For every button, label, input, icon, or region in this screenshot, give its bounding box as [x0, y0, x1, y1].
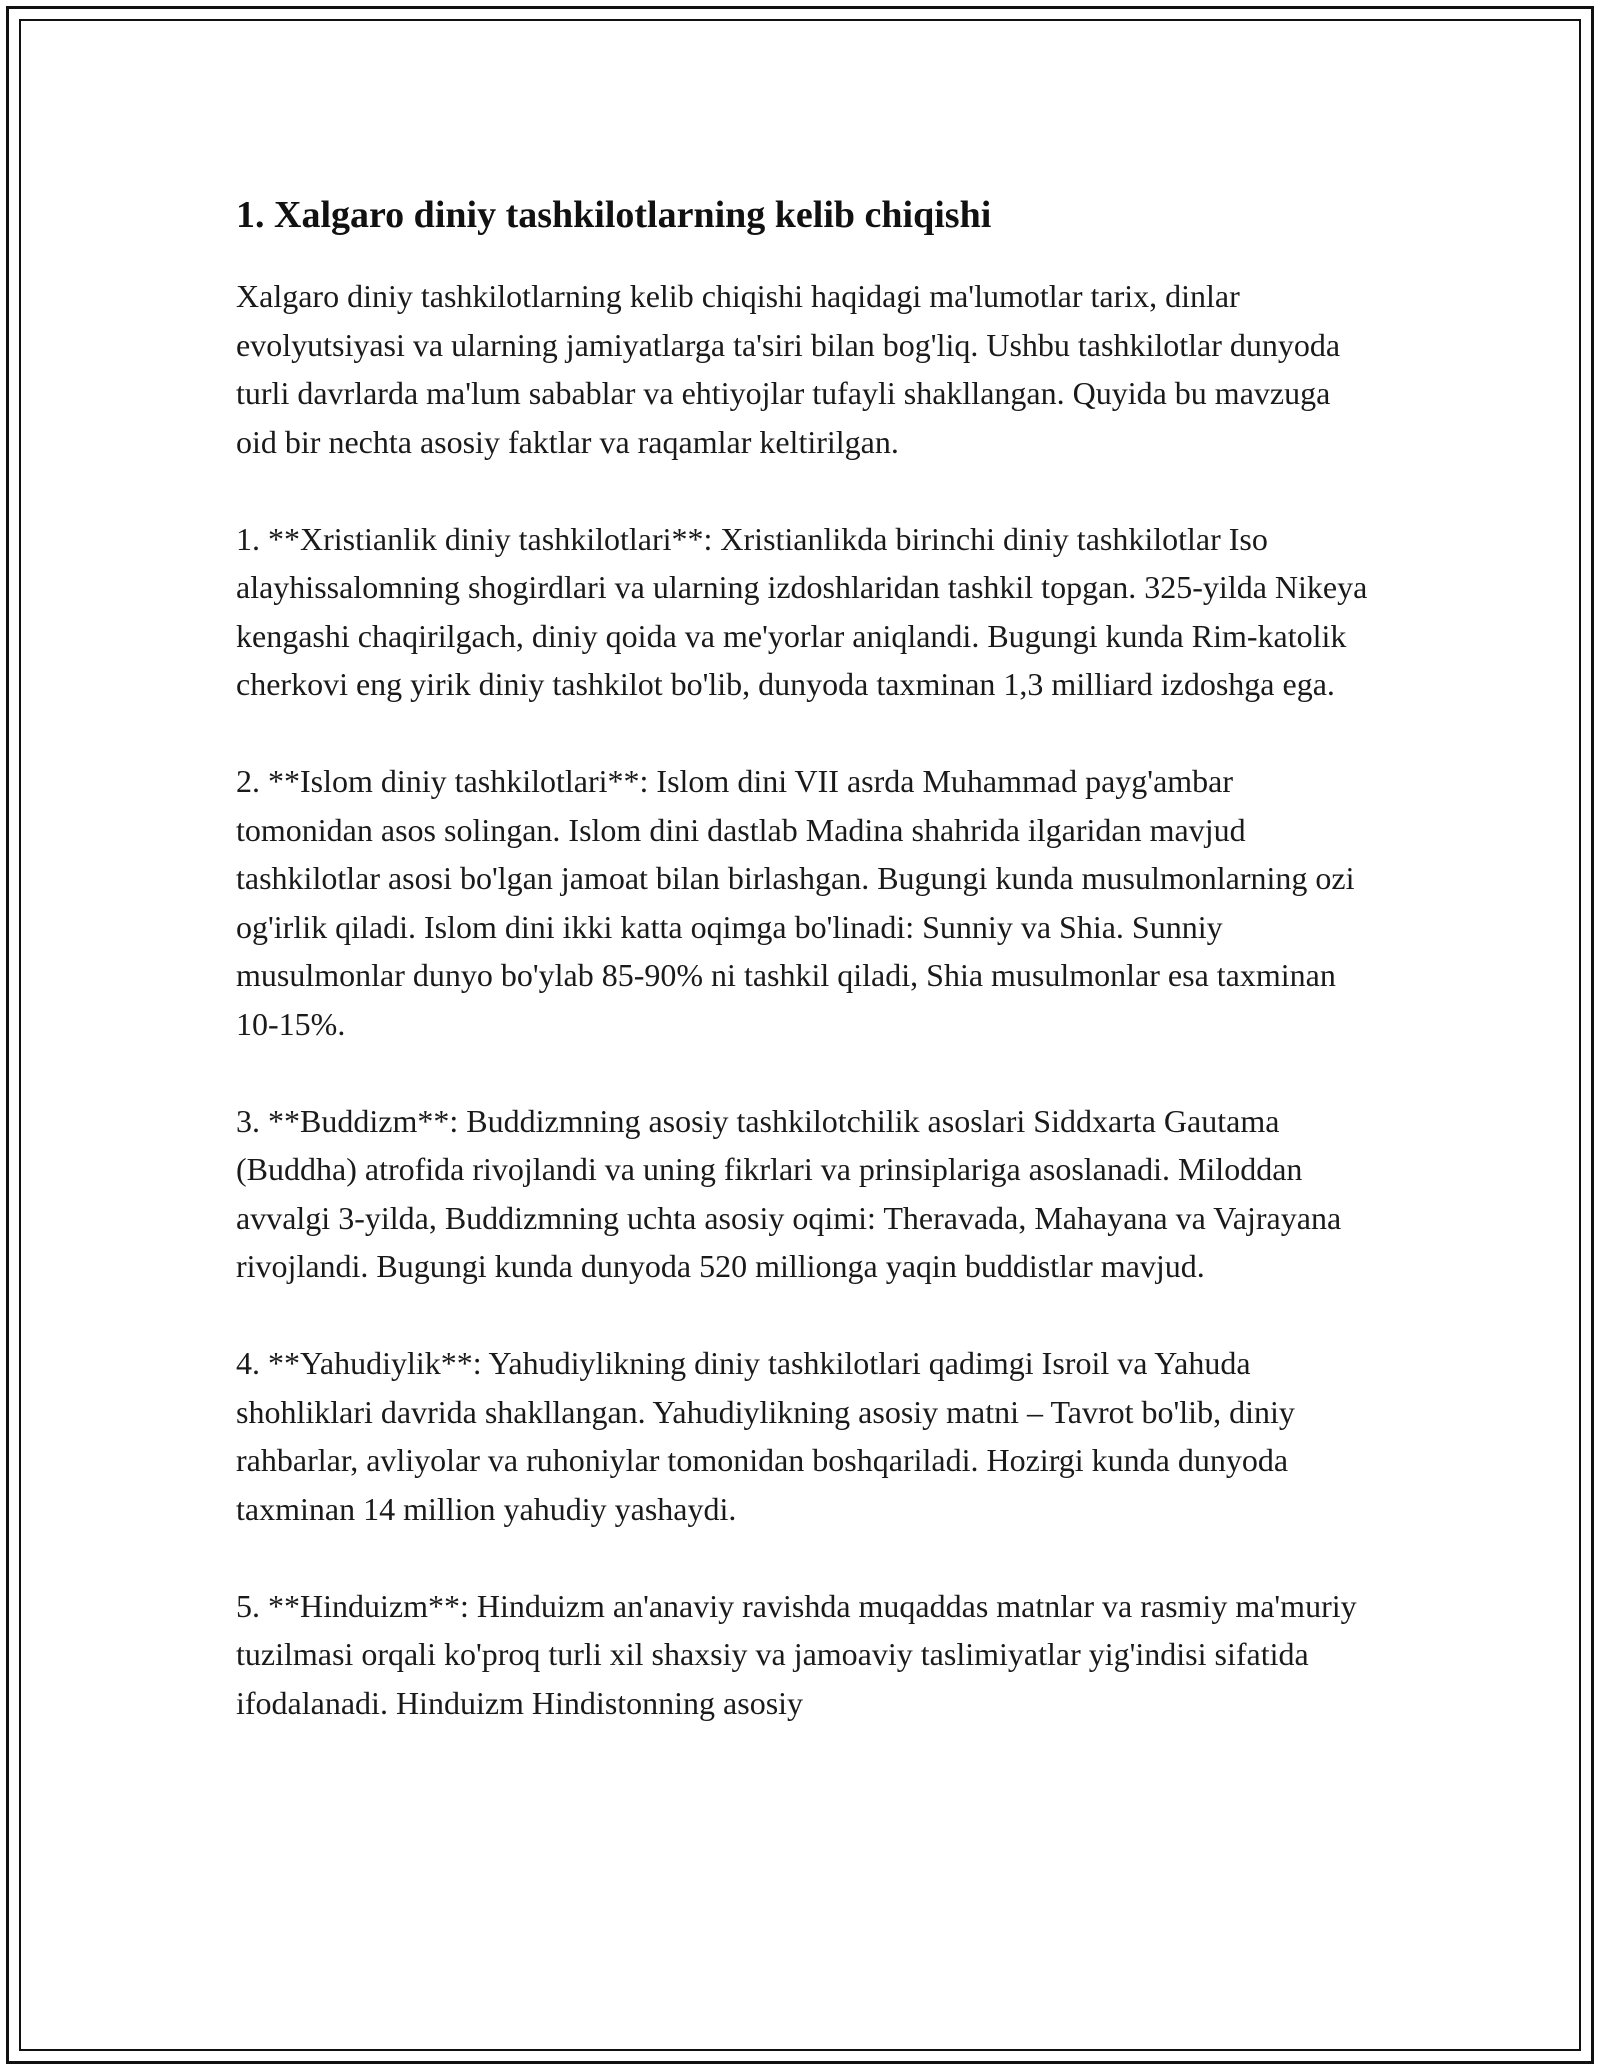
section-heading: 1. Xalgaro diniy tashkilotlarning kelib chiqishi [236, 194, 992, 236]
paragraph-buddhism: 3. **Buddizm**: Buddizmning asosiy tashkilotchilik asoslari Siddxarta Gautama (Buddha) atrofida rivojlandi va uning fikrlari va prinsiplariga asoslanadi. Miloddan avvalgi 3-yilda, Buddizmning uchta asosiy oqimi: Theravada, Mahayana va Vajrayana rivojlandi. Bugungi kunda dunyoda 520 millionga yaqin buddistlar mavjud. [236, 1102, 1342, 1284]
paragraph-hinduism: 5. **Hinduizm**: Hinduizm an'anaviy ravishda muqaddas matnlar va rasmiy ma'muriy tuzilmasi orqali ko'proq turli xil shaxsiy va jamoaviy taslimiyatlar yig'indisi sifatida ifodalanadi. Hinduizm Hindistonning asosiy [236, 1587, 1357, 1721]
intro-paragraph: Xalgaro diniy tashkilotlarning kelib chiqishi haqidagi ma'lumotlar tarix, dinlar evolyutsiyasi va ularning jamiyatlarga ta'siri bilan bog'liq. Ushbu tashkilotlar dunyoda turli davrlarda ma'lum sabablar va ehtiyojlar tufayli shakllangan. Quyida bu mavzuga oid bir nechta asosiy faktlar va raqamlar keltirilgan. [236, 278, 1341, 460]
document-body [236, 190, 1376, 1776]
paragraph-christianity: 1. **Xristianlik diniy tashkilotlari**: Xristianlikda birinchi diniy tashkilotlar Iso alayhissalomning shogirdlari va ularning izdoshlaridan tashkil topgan. 325-yilda Nikeya kengashi chaqirilgach, diniy qoida va me'yorlar aniqlandi. Bugungi kunda Rim-katolik cherkovi eng yirik diniy tashkilot bo'lib, dunyoda taxminan 1,3 milliard izdoshga ega. [236, 520, 1368, 702]
paragraph-judaism: 4. **Yahudiylik**: Yahudiylikning diniy tashkilotlari qadimgi Isroil va Yahuda shohliklari davrida shakllangan. Yahudiylikning asosiy matni – Tavrot bo'lib, diniy rahbarlar, avliyolar va ruhoniylar tomonidan boshqariladi. Hozirgi kunda dunyoda taxminan 14 million yahudiy yashaydi. [236, 1345, 1295, 1527]
paragraph-islam: 2. **Islom diniy tashkilotlari**: Islom dini VII asrda Muhammad payg'ambar tomonidan asos solingan. Islom dini dastlab Madina shahrida ilgaridan mavjud tashkilotlar asosi bo'lgan jamoat bilan birlashgan. Bugungi kunda musulmonlarning ozi og'irlik qiladi. Islom dini ikki katta oqimga bo'linadi: Sunniy va Shia. Sunniy musulmonlar dunyo bo'ylab 85-90% ni tashkil qiladi, Shia musulmonlar esa taxminan 10-15%. [236, 763, 1355, 1042]
